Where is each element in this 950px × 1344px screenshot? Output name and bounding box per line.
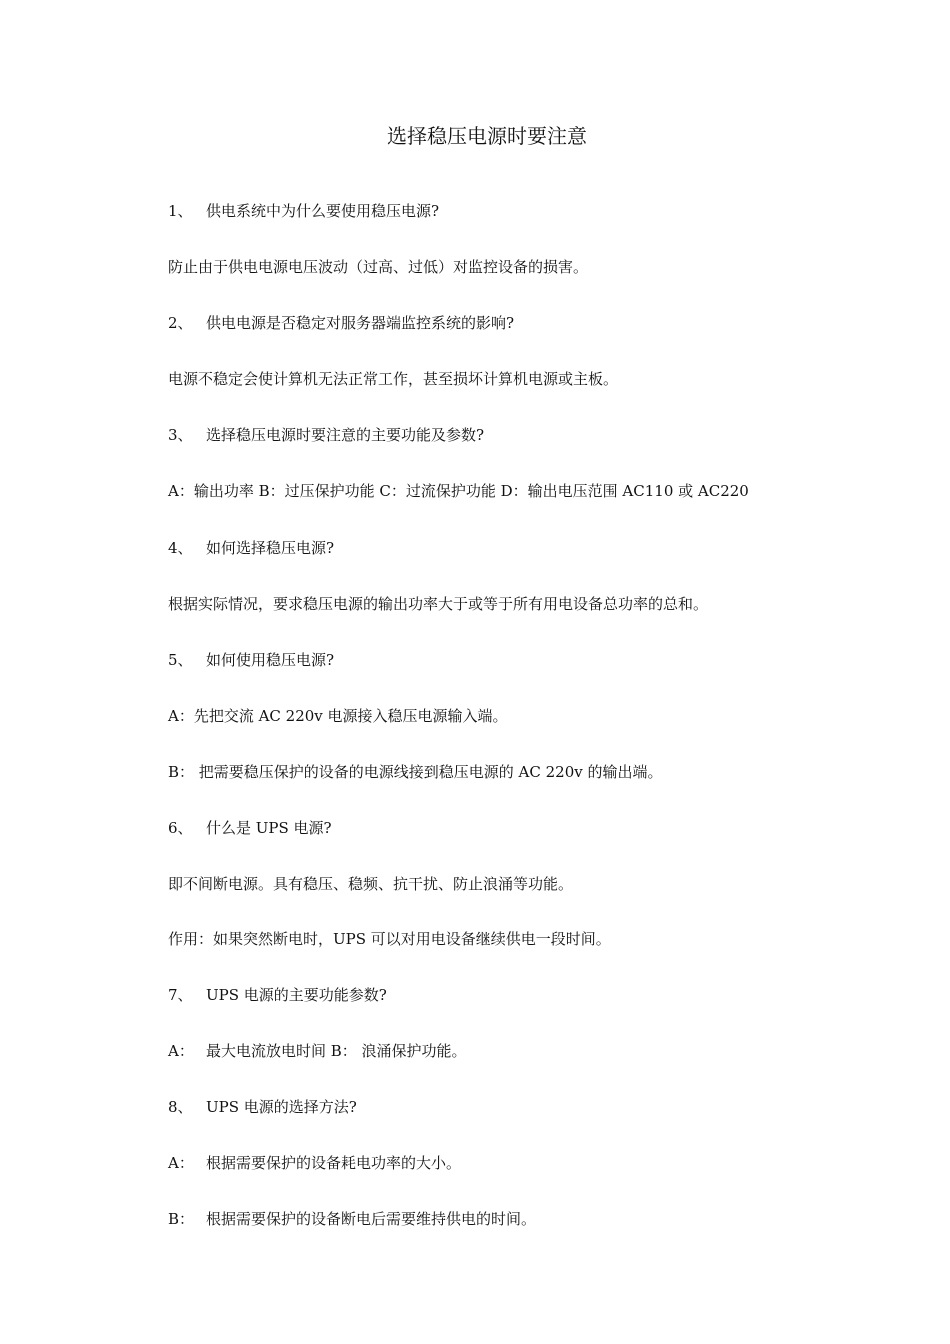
question-text: 选择稳压电源时要注意的主要功能及参数? <box>206 426 485 444</box>
answer-3: A：输出功率 B：过压保护功能 C：过流保护功能 D：输出电压范围 AC110 或 AC220 <box>168 482 749 500</box>
answer-lead: A： <box>168 1154 194 1172</box>
question-number: 7、 <box>168 986 193 1004</box>
answer-text: 根据需要保护的设备耗电功率的大小。 <box>206 1154 462 1172</box>
answer-8a <box>168 1153 461 1173</box>
question-1 <box>168 201 439 221</box>
question-2 <box>168 313 514 333</box>
question-7 <box>168 985 387 1005</box>
question-text: UPS 电源的主要功能参数? <box>206 986 387 1004</box>
answer-6b: 作用：如果突然断电时，UPS 可以对用电设备继续供电一段时间。 <box>168 930 611 948</box>
answer-5b: B： 把需要稳压保护的设备的电源线接到稳压电源的 AC 220v 的输出端。 <box>168 763 663 781</box>
question-3 <box>168 425 484 445</box>
question-text: 供电电源是否稳定对服务器端监控系统的影响? <box>206 314 515 332</box>
answer-1: 防止由于供电电源电压波动（过高、过低）对监控设备的损害。 <box>168 258 589 276</box>
answer-8b <box>168 1209 536 1229</box>
answer-lead: B： <box>168 1210 195 1228</box>
question-number: 2、 <box>168 314 193 332</box>
question-number: 4、 <box>168 539 193 557</box>
question-text: UPS 电源的选择方法? <box>206 1098 357 1116</box>
question-4 <box>168 538 334 558</box>
question-number: 8、 <box>168 1098 193 1116</box>
question-8 <box>168 1097 357 1117</box>
answer-text: 最大电流放电时间 B： 浪涌保护功能。 <box>206 1042 467 1060</box>
question-6 <box>168 818 332 838</box>
question-text: 如何选择稳压电源? <box>206 539 335 557</box>
question-number: 1、 <box>168 202 193 220</box>
question-number: 3、 <box>168 426 193 444</box>
answer-text: 根据需要保护的设备断电后需要维持供电的时间。 <box>206 1210 537 1228</box>
question-5 <box>168 650 334 670</box>
question-number: 5、 <box>168 651 193 669</box>
answer-6a: 即不间断电源。具有稳压、稳频、抗干扰、防止浪涌等功能。 <box>168 875 574 893</box>
question-text: 如何使用稳压电源? <box>206 651 335 669</box>
question-text: 供电系统中为什么要使用稳压电源? <box>206 202 440 220</box>
question-text: 什么是 UPS 电源? <box>206 819 332 837</box>
answer-7 <box>168 1041 467 1061</box>
question-number: 6、 <box>168 819 193 837</box>
answer-2: 电源不稳定会使计算机无法正常工作，甚至损坏计算机电源或主板。 <box>168 370 619 388</box>
answer-5a: A：先把交流 AC 220v 电源接入稳压电源输入端。 <box>168 707 508 725</box>
page-title: 选择稳压电源时要注意 <box>387 124 587 148</box>
answer-4: 根据实际情况，要求稳压电源的输出功率大于或等于所有用电设备总功率的总和。 <box>168 595 709 613</box>
answer-lead: A： <box>168 1042 194 1060</box>
